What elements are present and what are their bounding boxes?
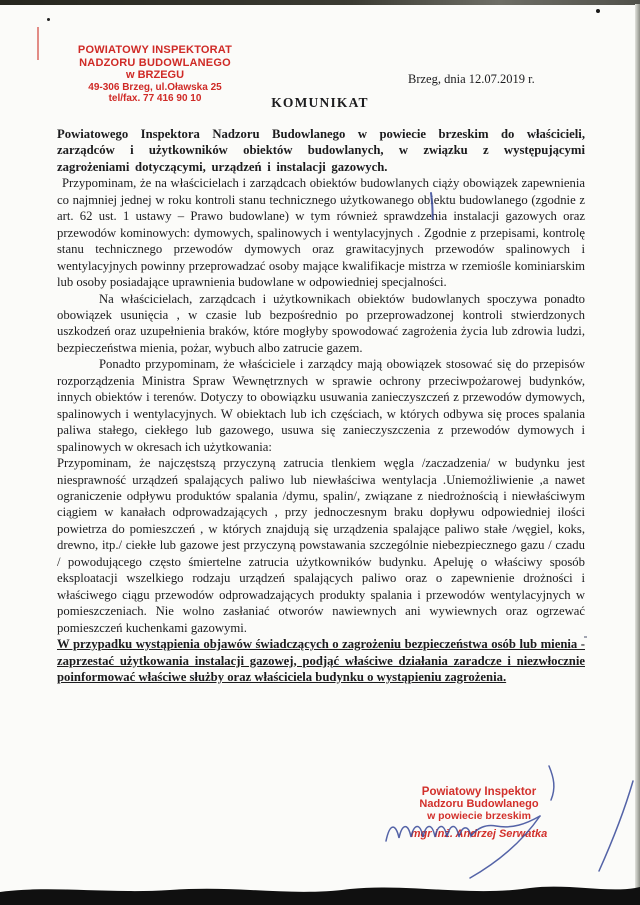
document-body [57,126,585,685]
signature-stamp-line: Powiatowy Inspektor [421,786,537,798]
scan-edge-right [635,4,640,892]
letterhead-line: NADZORU BUDOWLANEGO [79,56,231,69]
letterhead-line: w BRZEGU [125,69,185,81]
scan-edge-bottom [0,883,640,905]
letterhead-line: POWIATOWY INSPEKTORAT [77,44,233,56]
document-date: Brzeg, dnia 12.07.2019 r. [408,72,535,86]
paragraph-inspection-duty: Przypominam, że na właścicielach i zarządcach obiektów budowlanych ciąży obowiązek zapewnienia co najmniej jednej w roku kontroli stanu technicznego użytkowanego obiektu budowlanego (zgodnie z art. 62 ust. 1 ustawy – Prawo budowlane) w tym również sprawdzenia instalacji gazowych oraz przewodów kominowych: dymowych, spalinowych i wentylacyjnych . Zgodnie z przepisami, kontrolę stanu technicznego przewodów dymowych oraz grawitacyjnych przewodów spalinowych i wentylacyjnych powinny przeprowadzać osoby mające kwalifikacje mistrza w rzemiośle kominiarskim lub osoby posiadające uprawnienia budowlane w odpowiedniej specjalności. [57,176,585,290]
scan-edge-top [0,0,640,5]
signature-stamp-line: w powiecie brzeskim [427,810,531,822]
ink-dot [47,18,50,21]
document-title: KOMUNIKAT [271,95,369,110]
ink-dot [596,9,600,13]
paragraph-repair-duty: Na właścicielach, zarządcach i użytkownikach obiektów budowlanych spoczywa ponadto obowiązek usunięcia , w czasie lub bezpośrednio po przeprowadzonej kontroli stwierdzonych uszkodzeń oraz uzupełnienia braków, które mogłyby spowodować zagrożenia życia lub zdrowia ludzi, bezpieczeństwa mienia, pożar, wybuch albo zatrucie gazem. [57,291,585,355]
paragraph-carbon-monoxide-warning: Przypominam, że najczęstszą przyczyną zatrucia tlenkiem węgla /zaczadzenia/ w budynku jest niesprawność urządzeń spalających paliwo lub niewłaściwa wentylacja .Uniemożliwienie ,a nawet ograniczenie odpływu produktów spalania /dymu, spalin/, związane z niedrożnością i niewłaściwym ciągiem w kanałach odprowadzających , przy jednoczesnym braku dopływu odpowiedniej ilości powietrza do pomieszczeń , w których znajdują się urządzenia spalające paliwo stałe /węgiel, koks, drewno, itp./ ciekłe lub gazowe jest przyczyną powstawania szczególnie niebezpiecznego gazu / czadu / powodującego często śmiertelne zatrucia użytkowników budynku. Apeluję o właściwy sposób eksploatacji wszelkiego rodzaju urządzeń spalających paliwo oraz o zapewnienie drożności i właściwego ciągu przewodów odprowadzających produkty spalania i przewodów wentylacyjnych w pomieszczeniach. Nie wolno zasłaniać otworów nawiewnych ani wywiewnych oraz ogrzewać pomieszczeń kuchenkami gazowymi. [57,456,585,635]
paragraph-addressees: Powiatowego Inspektora Nadzoru Budowlanego w powiecie brzeskim do właścicieli, zarządców i użytkowników obiektów budowlanych, w związku z występującymi zagrożeniami dotyczącymi, urządzeń i instalacji gazowych. [57,127,585,174]
letterhead-phone: tel/fax. 77 416 90 10 [108,92,202,104]
red-stray-mark [37,27,39,60]
signer-name: mgr inż. Andrzej Serwatka [410,828,548,840]
letterhead-address: 49-306 Brzeg, ul.Oławska 25 [88,81,222,93]
paragraph-emergency-instructions: W przypadku wystąpienia objawów świadczących o zagrożeniu bezpieczeństwa osób lub mienia - zaprzestać użytkowania instalacji gazowej, podjąć właściwe działania zaradcze i niezwłocznie poinformować właściwe służby oraz właściciela budynku o wystąpieniu zagrożenia. [57,637,585,684]
paragraph-fire-regulations: Ponadto przypominam, że właściciele i zarządcy mają obowiązek stosować się do przepisów rozporządzenia Ministra Spraw Wewnętrznych w sprawie ochrony przeciwpożarowej budynków, innych obiektów i terenów. Dotyczy to obowiązku usuwania zanieczyszczeń z przewodów dymowych, spalinowych i wentylacyjnych. W obiektach lub ich częściach, w których odbywa się proces spalania paliwa stałego, ciekłego lub gazowego, usuwa się zanieczyszczenia z przewodów dymowych i spalinowych w okresach ich użytkowania: [57,357,585,454]
signature-stamp-line: Nadzoru Budowlanego [419,798,539,810]
signature-stamp [388,786,570,840]
